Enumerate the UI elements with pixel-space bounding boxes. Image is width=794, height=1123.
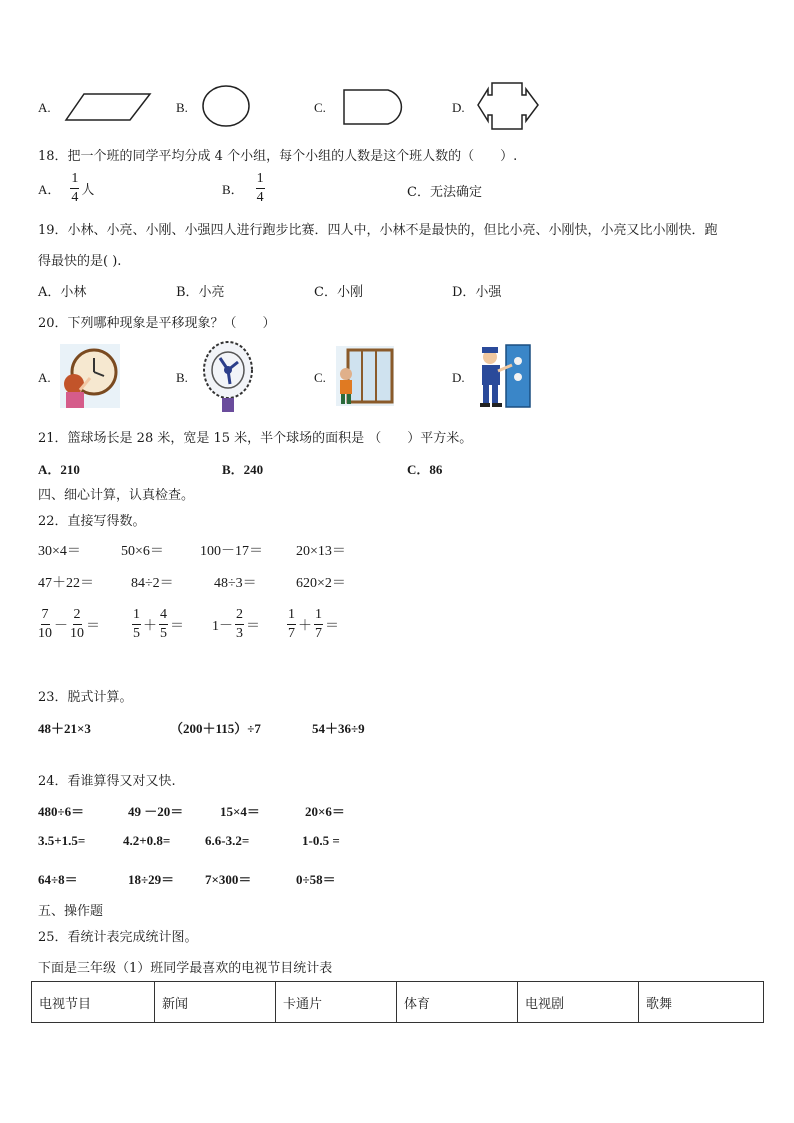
q25-title: 25．看统计表完成统计图。	[38, 930, 198, 945]
denominator: 10	[38, 626, 52, 641]
fan-picture-icon	[198, 338, 254, 414]
q24-r2-c2: 4.2+0.8=	[123, 833, 171, 848]
q24-r3-c1: 64÷8＝	[38, 872, 78, 887]
equals: ＝	[325, 618, 339, 634]
cross-arrows-icon	[476, 81, 540, 131]
q18-option-a-fraction	[70, 172, 79, 205]
q18-option-b	[222, 172, 265, 205]
leading-term: 1－	[212, 618, 233, 634]
fraction	[70, 608, 84, 641]
denominator: 5	[160, 626, 167, 641]
denominator: 10	[70, 626, 84, 641]
q20-option-b-label: B.	[176, 370, 188, 385]
q23-item-2: （200＋115）÷7	[170, 721, 261, 736]
operator: ＋	[298, 618, 312, 634]
fraction	[132, 608, 141, 641]
numerator: 1	[314, 608, 323, 625]
q18-option-c: C．无法确定	[407, 185, 482, 200]
parallelogram-icon	[64, 92, 152, 122]
table-header-cell: 歌舞	[639, 982, 764, 1023]
q22-r2-c2: 84÷2＝	[131, 576, 174, 591]
q18-b-denominator: 4	[256, 190, 264, 205]
q18-a-numerator: 1	[70, 172, 79, 189]
q17-option-a-label: A.	[38, 100, 51, 115]
d-shape-icon	[342, 88, 412, 128]
q18-option-a	[38, 172, 94, 205]
q19-option-c: C．小刚	[314, 285, 363, 300]
fraction	[287, 608, 296, 641]
q23-item-3: 54＋36÷9	[312, 721, 365, 736]
denominator: 7	[315, 626, 322, 641]
q22-r1-c1: 30×4＝	[38, 544, 81, 559]
q22-r1-c2: 50×6＝	[121, 544, 164, 559]
q17-option-d-label: D.	[452, 100, 465, 115]
q22-r2-c4: 620×2＝	[296, 576, 346, 591]
table-header-cell: 电视剧	[518, 982, 639, 1023]
q22-r1-c3: 100－17＝	[200, 544, 263, 559]
q19-option-d: D．小强	[452, 285, 502, 300]
operator: ＋	[143, 618, 157, 634]
q22-r1-c4: 20×13＝	[296, 544, 346, 559]
q24-r1-c2: 49 －20＝	[128, 804, 184, 819]
numerator: 1	[132, 608, 141, 625]
q24-r3-c4: 0÷58＝	[296, 872, 336, 887]
q20-option-c-label: C.	[314, 370, 326, 385]
q24-r1-c4: 20×6＝	[305, 804, 345, 819]
q22-r3-c2	[132, 608, 184, 641]
person-door-picture-icon	[476, 343, 532, 409]
numerator: 7	[41, 608, 50, 625]
q24-r1-c3: 15×4＝	[220, 804, 260, 819]
q22-r3-c3	[212, 608, 260, 641]
q22-r2-c1: 47＋22＝	[38, 576, 94, 591]
equals: ＝	[86, 618, 100, 634]
table-header-cell: 电视节目	[32, 982, 155, 1023]
q19-option-a: A．小林	[38, 285, 87, 300]
tv-program-table	[31, 981, 764, 1023]
denominator: 3	[236, 626, 243, 641]
q24-r3-c2: 18÷29＝	[128, 872, 175, 887]
equals: ＝	[246, 618, 260, 634]
q18-option-b-letter: B．	[222, 182, 244, 197]
q23-item-1: 48＋21×3	[38, 721, 91, 736]
equals: ＝	[170, 618, 184, 634]
q18-a-denominator: 4	[71, 190, 79, 205]
denominator: 5	[133, 626, 140, 641]
q20-option-a-label: A.	[38, 370, 51, 385]
numerator: 2	[73, 608, 82, 625]
q24-r2-c4: 1-0.5 =	[302, 833, 340, 848]
q18-option-b-fraction	[256, 172, 265, 205]
numerator: 1	[287, 608, 296, 625]
circle-icon	[201, 84, 253, 128]
q24-title: 24．看谁算得又对又快.	[38, 774, 176, 789]
q19-option-b: B．小亮	[176, 285, 225, 300]
table-header-cell: 新闻	[155, 982, 276, 1023]
q17-option-c-label: C.	[314, 100, 326, 115]
q22-title: 22．直接写得数。	[38, 514, 146, 529]
q19-stem-line1: 19．小林、小亮、小刚、小强四人进行跑步比赛．四人中，小林不是最快的，但比小亮、小刚快，小亮又比小刚快．跑	[38, 223, 718, 238]
q25-table-caption: 下面是三年级（1）班同学最喜欢的电视节目统计表	[38, 961, 333, 976]
q24-r2-c3: 6.6-3.2=	[205, 833, 250, 848]
q21-option-a: A．210	[38, 462, 80, 477]
table-header-cell: 卡通片	[276, 982, 397, 1023]
clock-picture-icon	[60, 344, 120, 408]
q20-option-d-label: D.	[452, 370, 465, 385]
q18-option-a-letter: A．	[38, 182, 61, 197]
q23-title: 23．脱式计算。	[38, 690, 133, 705]
denominator: 7	[288, 626, 295, 641]
table-row	[32, 982, 764, 1023]
q21-option-b: B．240	[222, 462, 264, 477]
section5-title: 五、操作题	[38, 904, 104, 919]
window-picture-icon	[336, 346, 394, 406]
q22-r2-c3: 48÷3＝	[214, 576, 257, 591]
q18-a-unit: 人	[81, 183, 95, 198]
operator: －	[54, 618, 68, 634]
q21-option-c: C．86	[407, 462, 443, 477]
q24-r2-c1: 3.5+1.5=	[38, 833, 86, 848]
section4-title: 四、细心计算，认真检查。	[38, 488, 195, 503]
q19-stem-line2: 得最快的是( ).	[38, 254, 122, 269]
table-header-cell: 体育	[397, 982, 518, 1023]
q18-stem: 18．把一个班的同学平均分成 4 个小组，每个小组的人数是这个班人数的（ ）.	[38, 149, 518, 164]
q18-b-numerator: 1	[256, 172, 265, 189]
fraction	[159, 608, 168, 641]
numerator: 2	[235, 608, 244, 625]
q22-r3-c1	[38, 608, 100, 641]
fraction	[235, 608, 244, 641]
q24-r3-c3: 7×300＝	[205, 872, 252, 887]
fraction	[38, 608, 52, 641]
q20-stem: 20．下列哪种现象是平移现象？（ ）	[38, 316, 276, 331]
fraction	[314, 608, 323, 641]
q21-stem: 21．篮球场长是 28 米，宽是 15 米，半个球场的面积是 （ ）平方米。	[38, 431, 473, 446]
q17-option-b-label: B.	[176, 100, 188, 115]
numerator: 4	[159, 608, 168, 625]
q22-r3-c4	[287, 608, 339, 641]
q24-r1-c1: 480÷6＝	[38, 804, 85, 819]
